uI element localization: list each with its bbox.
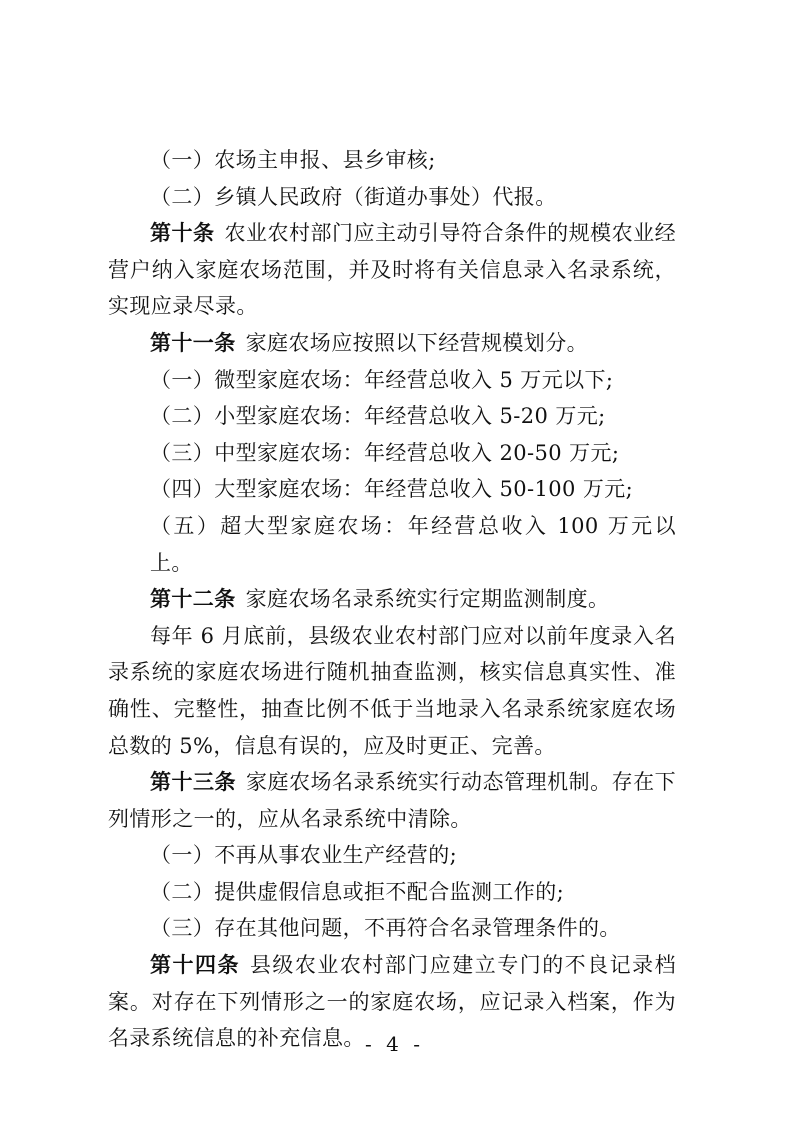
article-text: 家庭农场名录系统实行定期监测制度。 xyxy=(245,587,610,612)
article-text: 家庭农场名录系统实行动态管理机制。存在下列情形之一的，应从名录系统中清除。 xyxy=(108,770,676,831)
list-item: （一）不再从事农业生产经营的; xyxy=(150,843,458,868)
article-number: 第十二条 xyxy=(150,586,236,612)
list-item: （三）中型家庭农场：年经营总收入 20-50 万元; xyxy=(150,440,620,465)
article-12 xyxy=(108,581,676,618)
list-item: （四）大型家庭农场：年经营总收入 50-100 万元; xyxy=(150,477,634,502)
document-body xyxy=(108,142,676,1057)
article-number: 第十条 xyxy=(150,220,215,246)
page-number: - 4 - xyxy=(365,1032,424,1056)
list-item: （一）农场主申报、县乡审核; xyxy=(150,148,436,172)
article-text: 农业农村部门应主动引导符合条件的规模农业经营户纳入家庭农场范围，并及时将有关信息录入名录系统，实现应录尽录。 xyxy=(108,221,676,319)
article-11 xyxy=(108,325,676,362)
article-text: 家庭农场应按照以下经营规模划分。 xyxy=(245,330,589,355)
list-item: （二）乡镇人民政府（街道办事处）代报。 xyxy=(150,184,557,209)
article-text: 县级农业农村部门应建立专门的不良记录档案。对存在下列情形之一的家庭农场，应记录入档案，作为名录系统信息的补充信息。 xyxy=(108,953,676,1051)
article-number: 第十一条 xyxy=(150,329,236,355)
article-13 xyxy=(108,764,676,837)
list-item: （二）提供虚假信息或拒不配合监测工作的; xyxy=(150,879,565,904)
article-number: 第十四条 xyxy=(150,952,240,978)
list-item: （三）存在其他问题，不再符合名录管理条件的。 xyxy=(150,916,621,941)
list-item: （二）小型家庭农场：年经营总收入 5-20 万元; xyxy=(150,404,606,429)
article-number: 第十三条 xyxy=(150,769,237,795)
list-item: （五）超大型家庭农场：年经营总收入 100 万元以上。 xyxy=(150,513,676,575)
body-paragraph: 每年 6 月底前，县级农业农村部门应对以前年度录入名录系统的家庭农场进行随机抽查监测，核实信息真实性、准确性、完整性，抽查比例不低于当地录入名录系统家庭农场总数的 5%，信息有误的，应及时更正、完善。 xyxy=(108,623,676,758)
article-10 xyxy=(108,215,676,325)
list-item: （一）微型家庭农场：年经营总收入 5 万元以下; xyxy=(150,367,614,392)
